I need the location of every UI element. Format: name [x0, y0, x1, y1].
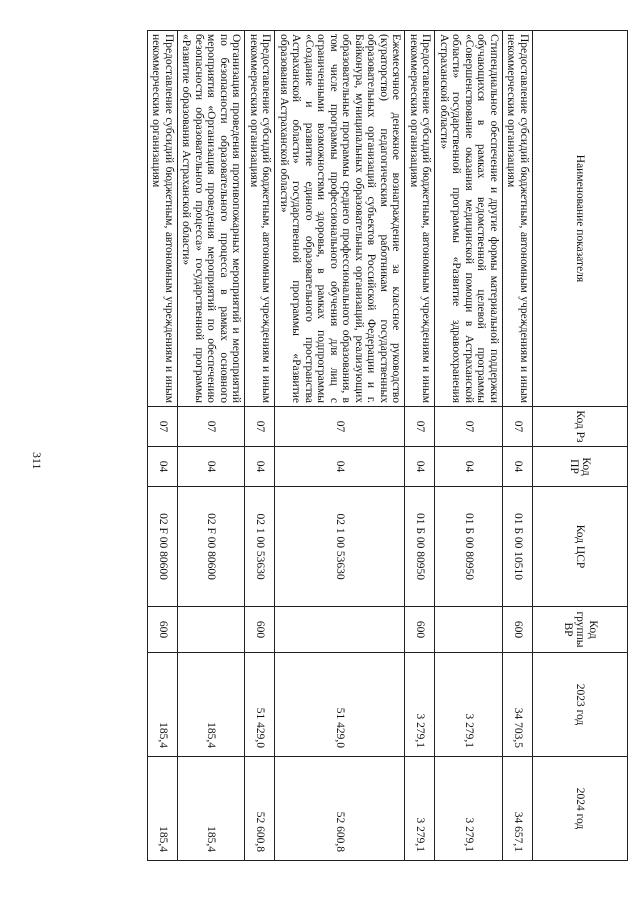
row-vr: 600: [503, 607, 533, 653]
row-vr: 600: [245, 607, 275, 653]
table-row: [178, 31, 246, 861]
row-csr: 01 Б 00 10510: [503, 487, 533, 607]
row-name: Организация проведения противопожарных мероприятий и мероприятий по безопасности образовательного процесса в рамках основного мероприятия «Организация проведения мероприятий по обеспечению безопасности образовательного процесса» государственной программы «Развитие образования Астраханской области»: [178, 31, 246, 407]
row-csr: 02 1 00 53630: [245, 487, 275, 607]
row-rz: 07: [435, 407, 503, 447]
header-2023: 2023 год: [533, 653, 628, 757]
header-vr: Код группы ВР: [533, 607, 628, 653]
row-pr: 04: [435, 447, 503, 487]
header-2024: 2024 год: [533, 757, 628, 861]
header-pr: Код ПР: [533, 447, 628, 487]
row-rz: 07: [178, 407, 246, 447]
row-2023: 51 429,0: [275, 653, 405, 757]
row-name: Предоставление субсидий бюджетным, автономным учреждениям и иным некоммерческим организациям: [503, 31, 533, 407]
table-row: [503, 31, 533, 861]
row-name: Предоставление субсидий бюджетным, автономным учреждениям и иным некоммерческим организациям: [405, 31, 435, 407]
table-row: [435, 31, 503, 861]
row-2024: 52 600,8: [245, 757, 275, 861]
row-name: Ежемесячное денежное вознаграждение за классное руководство (кураторство) педагогическим работникам государственных образовательных организаций субъектов Российской Федерации и г. Байконура, муниципальных образовательных организаций, реализующих образовательные программы среднего профессионального образования, в том числе программы профессионального обучения для лиц с ограниченными возможностями здоровья, в рамках подпрограммы «Создание и развитие единого образовательного пространства Астраханской области» государственной программы «Развитие образования Астраханской области»: [275, 31, 405, 407]
row-vr: [178, 607, 246, 653]
row-vr: [275, 607, 405, 653]
header-name: Наименование показателя: [533, 31, 628, 407]
row-2023: 185,4: [178, 653, 246, 757]
table-row: [405, 31, 435, 861]
row-pr: 04: [148, 447, 178, 487]
header-csr: Код ЦСР: [533, 487, 628, 607]
row-2023: 34 703,5: [503, 653, 533, 757]
row-rz: 07: [405, 407, 435, 447]
table-row: [148, 31, 178, 861]
row-2024: 185,4: [178, 757, 246, 861]
row-2023: 3 279,1: [405, 653, 435, 757]
row-2024: 3 279,1: [405, 757, 435, 861]
page-number: 311: [30, 452, 44, 470]
row-csr: 02 1 00 53630: [275, 487, 405, 607]
row-2024: 34 657,1: [503, 757, 533, 861]
row-rz: 07: [148, 407, 178, 447]
row-pr: 04: [275, 447, 405, 487]
budget-table-container: [147, 30, 628, 861]
row-pr: 04: [245, 447, 275, 487]
row-pr: 04: [503, 447, 533, 487]
row-2024: 52 600,8: [275, 757, 405, 861]
budget-table: [147, 30, 628, 861]
row-2023: 3 279,1: [435, 653, 503, 757]
row-pr: 04: [178, 447, 246, 487]
row-2023: 185,4: [148, 653, 178, 757]
row-csr: 02 F 00 80600: [178, 487, 246, 607]
row-name: Предоставление субсидий бюджетным, автономным учреждениям и иным некоммерческим организациям: [148, 31, 178, 407]
row-name: Стипендиальное обеспечение и другие формы материальной поддержки обучающихся в рамках ведомственной целевой программы «Совершенствование оказания медицинской помощи в Астраханской области» государственной программы «Развитие здравоохранения Астраханской области»: [435, 31, 503, 407]
row-rz: 07: [245, 407, 275, 447]
row-2023: 51 429,0: [245, 653, 275, 757]
row-vr: 600: [148, 607, 178, 653]
row-vr: [435, 607, 503, 653]
row-vr: 600: [405, 607, 435, 653]
table-row: [245, 31, 275, 861]
row-2024: 185,4: [148, 757, 178, 861]
table-header-row: [533, 31, 628, 861]
row-csr: 01 Б 00 80950: [405, 487, 435, 607]
row-2024: 3 279,1: [435, 757, 503, 861]
header-rz: Код Рз: [533, 407, 628, 447]
row-csr: 01 Б 00 80950: [435, 487, 503, 607]
row-pr: 04: [405, 447, 435, 487]
row-rz: 07: [503, 407, 533, 447]
row-rz: 07: [275, 407, 405, 447]
row-csr: 02 F 00 80600: [148, 487, 178, 607]
row-name: Предоставление субсидий бюджетным, автономным учреждениям и иным некоммерческим организациям: [245, 31, 275, 407]
table-row: [275, 31, 405, 861]
